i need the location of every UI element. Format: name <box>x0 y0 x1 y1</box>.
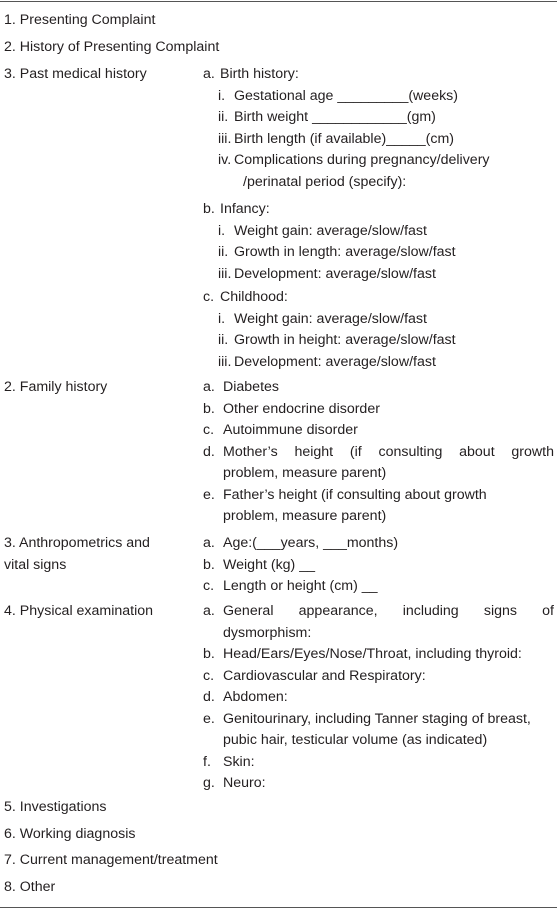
item-letter: d. <box>203 689 215 705</box>
section-letter: a. <box>203 66 215 82</box>
item-text: Head/Ears/Eyes/Nose/Throat, including thyroid: <box>223 646 522 662</box>
item-text: Neuro: <box>223 775 266 791</box>
row-label: 3. Past medical history <box>4 66 147 82</box>
item-text: Complications during pregnancy/delivery <box>234 152 490 168</box>
item-number: iii. <box>218 353 232 370</box>
item-letter: d. <box>203 443 215 460</box>
item-text-continued: /perinatal period (specify): <box>243 173 407 190</box>
row-label-line: vital signs <box>4 556 67 573</box>
item-text: Length or height (cm) __ <box>223 578 378 594</box>
item-text: Development: average/slow/fast <box>234 265 436 282</box>
item-text: General appearance, including signs of <box>223 603 554 619</box>
item-text: Mother’s height (if consulting about growth <box>223 443 554 460</box>
row-label: 5. Investigations <box>4 799 107 815</box>
item-letter: a. <box>203 535 215 551</box>
item-number: iv. <box>218 152 232 168</box>
item-number: iii. <box>218 265 232 282</box>
item-letter: b. <box>203 646 215 662</box>
item-letter: b. <box>203 556 215 573</box>
item-text: Skin: <box>223 753 255 770</box>
item-text: Weight (kg) __ <box>223 556 315 573</box>
item-text: Weight gain: average/slow/fast <box>234 222 427 239</box>
top-rule <box>0 1 557 2</box>
item-text: Autoimmune disorder <box>223 422 358 438</box>
item-text-continued: dysmorphism: <box>223 624 312 641</box>
section-title: Infancy: <box>220 201 270 217</box>
item-number: i. <box>218 310 226 327</box>
item-text: Gestational age _________(weeks) <box>234 87 459 104</box>
row-label: 2. History of Presenting Complaint <box>4 39 220 55</box>
item-letter: e. <box>203 710 215 727</box>
section-letter: c. <box>203 289 215 305</box>
item-text: Birth weight ____________(gm) <box>234 109 436 125</box>
item-text: Growth in height: average/slow/fast <box>234 332 456 348</box>
item-text: Father’s height (if consulting about growth <box>223 486 487 503</box>
item-letter: e. <box>203 486 215 503</box>
item-letter: g. <box>203 775 215 791</box>
item-letter: c. <box>203 578 215 594</box>
item-text: Diabetes <box>223 379 279 395</box>
item-letter: c. <box>203 422 215 438</box>
item-text: Abdomen: <box>223 689 288 705</box>
item-number: i. <box>218 222 226 239</box>
item-letter: b. <box>203 400 215 417</box>
row-label-line: 3. Anthropometrics and <box>4 535 150 551</box>
row-label: 1. Presenting Complaint <box>4 12 156 28</box>
row-label: 8. Other <box>4 879 56 895</box>
bottom-rule <box>0 907 557 908</box>
section-letter: b. <box>203 201 215 217</box>
item-letter: f. <box>203 753 211 770</box>
item-text: Weight gain: average/slow/fast <box>234 310 427 327</box>
item-text-continued: problem, measure parent) <box>223 465 387 481</box>
item-letter: c. <box>203 667 215 684</box>
item-letter: a. <box>203 379 215 395</box>
item-number: ii. <box>218 244 229 260</box>
row-label: 7. Current management/treatment <box>4 852 218 868</box>
item-text-continued: pubic hair, testicular volume (as indicated) <box>223 732 488 748</box>
row-label: 2. Family history <box>4 379 108 395</box>
item-number: ii. <box>218 109 229 125</box>
item-text-continued: problem, measure parent) <box>223 508 387 524</box>
section-title: Childhood: <box>220 289 288 305</box>
row-label: 4. Physical examination <box>4 603 154 619</box>
item-text: Cardiovascular and Respiratory: <box>223 667 426 684</box>
item-number: i. <box>218 87 226 104</box>
item-text: Growth in length: average/slow/fast <box>234 244 456 260</box>
section-title: Birth history: <box>220 66 299 82</box>
row-label: 6. Working diagnosis <box>4 826 136 842</box>
item-text: Age:(___years, ___months) <box>223 535 399 551</box>
item-text: Development: average/slow/fast <box>234 353 436 370</box>
item-text: Other endocrine disorder <box>223 400 380 417</box>
item-text: Genitourinary, including Tanner staging of breast, <box>223 710 531 727</box>
item-number: iii. <box>218 130 232 147</box>
item-text: Birth length (if available)_____(cm) <box>234 130 455 147</box>
item-number: ii. <box>218 332 229 348</box>
item-letter: a. <box>203 603 215 619</box>
